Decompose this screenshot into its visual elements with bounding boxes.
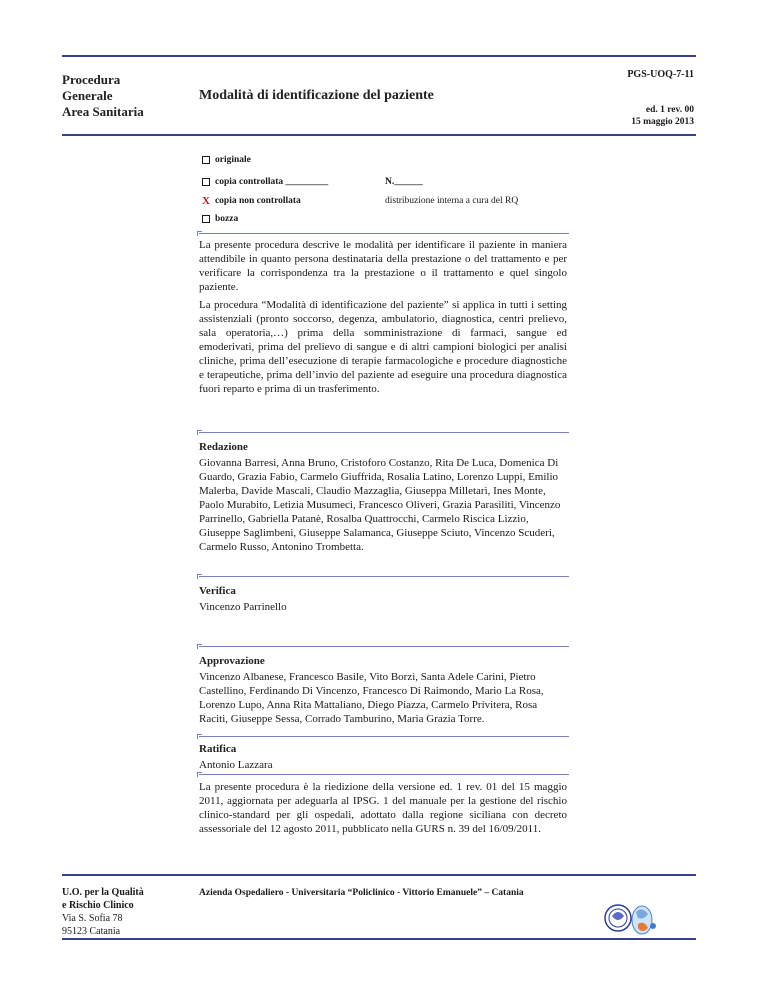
footer-bottom-rule — [62, 938, 696, 940]
verifica-section — [199, 584, 567, 614]
checkbox-icon[interactable] — [202, 178, 210, 186]
doc-type-line-1: Procedura — [62, 72, 121, 87]
doc-type-line-3: Area Sanitaria — [62, 104, 144, 119]
verifica-text: Vincenzo Parrinello — [199, 601, 287, 613]
ratifica-section — [199, 742, 567, 772]
address-line-2: 95123 Catania — [62, 926, 121, 937]
bozza-label: bozza — [215, 214, 239, 224]
edition-revision: ed. 1 rev. 00 — [645, 105, 694, 115]
copia-non-controllata-option[interactable] — [202, 195, 301, 207]
copia-controllata-option[interactable] — [202, 177, 328, 187]
intro-section — [199, 238, 567, 400]
originale-option[interactable] — [202, 155, 251, 165]
document-code: PGS-UOQ-7-11 — [627, 69, 694, 80]
footer-top-rule — [62, 874, 696, 876]
approvazione-text: Vincenzo Albanese, Francesco Basile, Vito Borzì, Santa Adele Carini, Pietro Castellino, Ferdinando Di Vincenzo, Francesco Di Raimondo, Mario La Rosa, Lorenzo Lupo, Anna Rita Mattaliano, Diego Piazza, Carmelo Privitera, Rosa Raciti, Giuseppe Sessa, Corrado Tamburino, Maria Grazia Torre. — [199, 671, 544, 725]
edition-info — [631, 104, 694, 128]
page-title: Modalità di identificazione del paziente — [199, 88, 434, 103]
x-mark-icon: X — [202, 195, 210, 207]
approvazione-section — [199, 654, 567, 726]
note-rule — [199, 774, 569, 775]
verifica-rule — [199, 576, 569, 577]
distribuzione-note — [385, 196, 518, 206]
ratifica-rule — [199, 736, 569, 737]
distribuzione-label: distribuzione interna a cura del RQ — [385, 196, 519, 206]
approvazione-rule — [199, 646, 569, 647]
approvazione-heading: Approvazione — [199, 655, 265, 667]
azienda-name: Azienda Ospedaliero - Universitaria “Policlinico - Vittorio Emanuele” – Catania — [199, 888, 524, 898]
doc-type-line-2: Generale — [62, 88, 113, 103]
redazione-section — [199, 440, 567, 554]
hospital-logo-icon — [598, 898, 678, 938]
redazione-heading: Redazione — [199, 441, 248, 453]
verifica-heading: Verifica — [199, 585, 236, 597]
bozza-option[interactable] — [202, 214, 238, 224]
unit-name-1: U.O. per la Qualità — [62, 887, 144, 898]
note-paragraph: La presente procedura è la riedizione della versione ed. 1 rev. 01 del 15 maggio 2011, aggiornata per adeguarla al IPSG. 1 del manuale per la gestione del rischio clinico-standard per gli ospedali, adottato dalla regione siciliana con decreto assessoriale del 12 agosto 2011, pubblicato nella GURS n. 39 del 16/09/2011. — [199, 781, 567, 835]
document-type — [62, 72, 144, 120]
checkbox-icon[interactable] — [202, 156, 210, 164]
note-section — [199, 780, 567, 840]
intro-paragraph-1: La presente procedura descrive le modalità per identificare il paziente in maniera attendibile in quanto persona destinataria della prestazione o del trattamento e per verificare la corrispondenza tra la prestazione o il trattamento e quel singolo paziente. — [199, 239, 567, 293]
redazione-text: Giovanna Barresi, Anna Bruno, Cristoforo Costanzo, Rita De Luca, Domenica Di Guardo, Grazia Fabio, Carmelo Giuffrida, Rosalia Latino, Lorenzo Luppi, Emilio Malerba, Davide Mascali, Claudio Mazzaglia, Giuseppa Milletarì, Ines Monte, Paolo Murabito, Letizia Musumeci, Francesco Oliveri, Grazia Parasiliti, Vincenzo Parrinello, Gabriella Patanè, Rosalba Quattrocchi, Carmelo Riscica Lizzio, Giuseppe Saglimbeni, Giuseppe Salamanca, Giuseppe Sciuto, Vincenzo Scuderi, Carmelo Russo, Antonino Trombetta. — [199, 457, 561, 553]
numero-field — [385, 177, 423, 187]
copia-controllata-label: copia controllata _________ — [215, 177, 329, 187]
address-line-1: Via S. Sofia 78 — [62, 913, 123, 924]
footer-unit — [62, 886, 144, 938]
ratifica-heading: Ratifica — [199, 743, 237, 755]
checkbox-icon[interactable] — [202, 215, 210, 223]
intro-paragraph-2: La procedura “Modalità di identificazione del paziente” si applica in tutti i setting assistenziali (pronto soccorso, degenza, ambulatorio, diagnostica, centri prelievo, sala operatoria,…) prima della somministrazione di farmaci, sangue ed emoderivati, prima del prelievo di sangue e di altri campioni biologici per analisi cliniche, prima dell’esecuzione di terapie farmacologiche e procedure diagnostiche e terapeutiche, prima dell’invio del paziente ad eseguire una procedura diagnostica fuori reparto e prima di un trasferimento. — [199, 299, 567, 395]
ratifica-text: Antonio Lazzara — [199, 759, 273, 771]
header-bottom-rule — [62, 134, 696, 136]
copia-non-controllata-label: copia non controllata — [214, 196, 301, 206]
intro-rule — [199, 233, 569, 234]
unit-name-2: e Rischio Clinico — [62, 900, 134, 911]
originale-label: originale — [215, 155, 251, 165]
redazione-rule — [199, 432, 569, 433]
header-top-rule — [62, 55, 696, 57]
numero-label: N.______ — [385, 177, 423, 187]
edition-date: 15 maggio 2013 — [631, 117, 694, 127]
